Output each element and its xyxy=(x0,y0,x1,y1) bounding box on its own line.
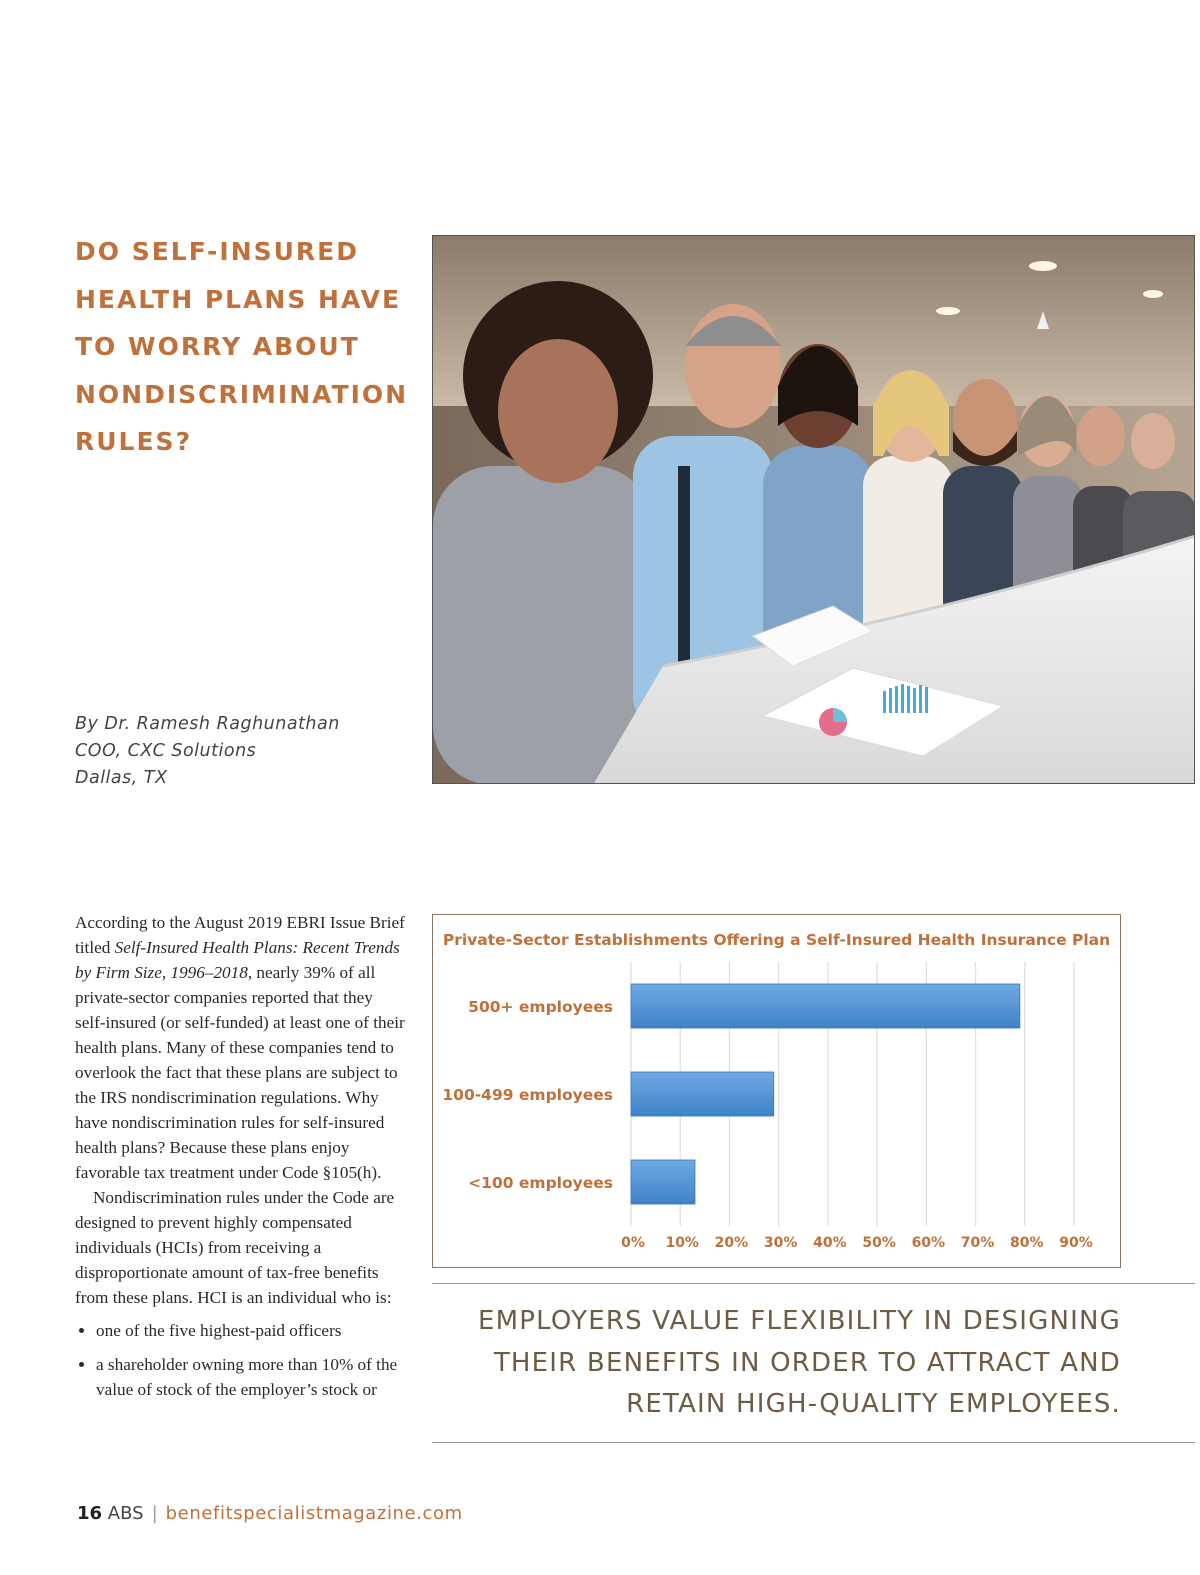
quote-line: RETAIN HIGH-QUALITY EMPLOYEES. xyxy=(626,1389,1121,1419)
publication-name: ABS xyxy=(107,1503,144,1524)
page-footer xyxy=(77,1503,463,1524)
byline-title: COO, CXC Solutions xyxy=(75,741,257,761)
x-tick-label: 80% xyxy=(1010,1235,1044,1251)
category-label: <100 employees xyxy=(468,1174,613,1192)
body-paragraph-2: Nondiscrimination rules under the Code are designed to prevent highly compensated individuals (HCIs) from receiving a disproportionate amount of tax-free benefits from these plans. HCI is an individual who is: xyxy=(75,1188,395,1307)
byline-author: By Dr. Ramesh Raghunathan xyxy=(75,714,340,734)
bar xyxy=(631,1072,774,1116)
bar xyxy=(631,984,1020,1028)
article-body xyxy=(75,910,407,1411)
x-tick-label: 90% xyxy=(1059,1235,1093,1251)
hero-photo xyxy=(432,235,1195,784)
headline-line: TO WORRY ABOUT xyxy=(75,332,360,361)
category-label: 100-499 employees xyxy=(442,1086,613,1104)
quote-top-rule xyxy=(432,1283,1195,1284)
x-tick-label: 20% xyxy=(714,1235,749,1251)
hci-criteria-list xyxy=(75,1318,407,1402)
bar xyxy=(631,1160,695,1204)
x-tick-label: 70% xyxy=(960,1235,995,1251)
body-paragraph-1 xyxy=(75,910,407,1185)
quote-bottom-rule xyxy=(432,1442,1195,1443)
pull-quote xyxy=(440,1301,1121,1426)
headline-line: RULES? xyxy=(75,427,193,456)
chart-title: Private-Sector Establishments Offering a Self-Insured Health Insurance Plan xyxy=(442,931,1111,949)
x-tick-label: 10% xyxy=(665,1235,699,1251)
list-item: • a shareholder owning more than 10% of the value of stock of the employer’s stock or xyxy=(96,1352,407,1402)
byline-location: Dallas, TX xyxy=(75,768,168,788)
footer-separator: | xyxy=(151,1503,158,1524)
bar-chart xyxy=(432,914,1121,1268)
page-number: 16 xyxy=(77,1503,103,1524)
quote-line: THEIR BENEFITS IN ORDER TO ATTRACT AND xyxy=(493,1347,1121,1378)
cited-title: Self-Insured Health Plans: Recent Trends by Firm Size, 1996–2018 xyxy=(75,938,400,982)
quote-line: EMPLOYERS VALUE FLEXIBILITY IN DESIGNING xyxy=(477,1306,1121,1336)
headline-line: HEALTH PLANS HAVE xyxy=(75,284,402,314)
x-tick-label: 30% xyxy=(763,1235,798,1251)
category-label: 500+ employees xyxy=(468,998,613,1016)
x-tick-label: 60% xyxy=(911,1235,946,1251)
website-link[interactable]: benefitspecialistmagazine.com xyxy=(165,1503,463,1524)
x-tick-label: 50% xyxy=(862,1235,896,1251)
x-tick-label: 0% xyxy=(621,1235,645,1251)
body-text: According to the August 2019 EBRI Issue Brief titled xyxy=(75,913,405,957)
body-text: , nearly 39% of all private-sector companies reported that they self-insured (or self-funded) at least one of their health plans. Many of these companies tend to overlook the fact that these plans are subject to the IRS nondiscrimination regulations. Why have nondiscrimination rules for self-insured health plans? Because these plans enjoy favorable tax treatment under Code §105(h). xyxy=(75,963,405,1182)
office-team-photo-illustration xyxy=(433,236,1195,784)
x-tick-label: 40% xyxy=(813,1235,847,1251)
headline-line: DO SELF-INSURED xyxy=(75,237,360,266)
byline xyxy=(75,711,415,792)
headline-line: NONDISCRIMINATION xyxy=(75,379,409,409)
list-item: • one of the five highest-paid officers xyxy=(96,1318,407,1343)
article-headline xyxy=(75,228,415,466)
